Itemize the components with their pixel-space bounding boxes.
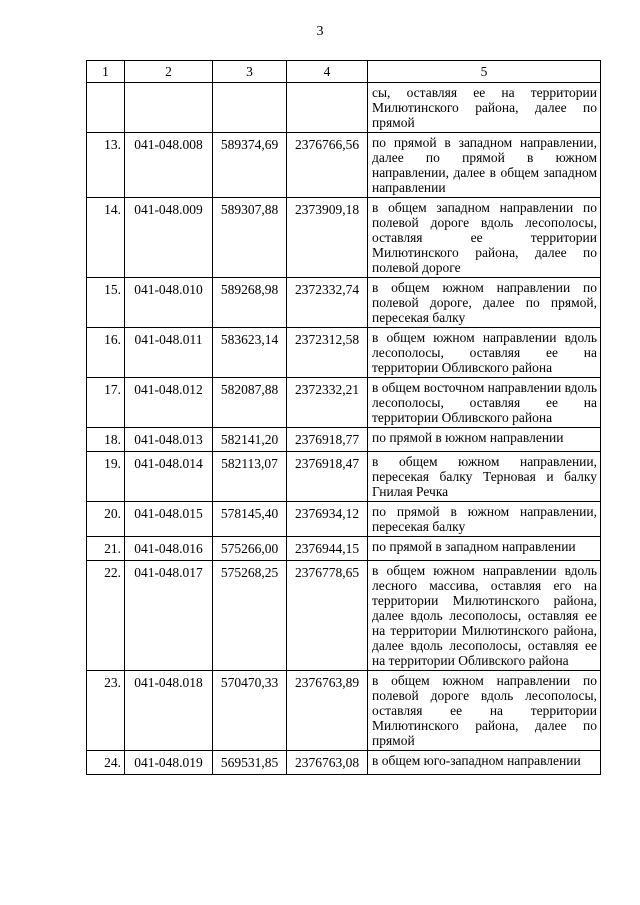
cell-y: [287, 83, 368, 133]
table-row: [87, 452, 601, 502]
cell-y: 2372312,58: [287, 328, 368, 378]
cell-x: 578145,40: [213, 502, 287, 537]
cell-description: в общем южном направлении вдоль лесополосы, оставляя ее на территории Обливского района: [368, 328, 601, 378]
cell-code: 041-048.011: [125, 328, 213, 378]
cell-description: в общем южном направлении вдоль лесного массива, оставляя его на территории Милютинского района, далее вдоль лесополосы, оставляя ее на территории Милютинского района, далее вдоль лесополосы, оставляя ее на территории Обливского района: [368, 561, 601, 671]
page-number: 3: [316, 24, 324, 39]
cell-num: 18.: [87, 428, 125, 452]
table-row: [87, 133, 601, 198]
cell-description: сы, оставляя ее на территории Милютинского района, далее по прямой: [368, 83, 601, 133]
cell-x: 583623,14: [213, 328, 287, 378]
cell-description: по прямой в западном направлении, далее по прямой в южном направлении, далее в общем западном направлении: [368, 133, 601, 198]
table-row: [87, 428, 601, 452]
header-cell: 3: [213, 61, 287, 83]
cell-num: 20.: [87, 502, 125, 537]
header-cell: 4: [287, 61, 368, 83]
cell-y: 2376763,89: [287, 671, 368, 751]
table-row: [87, 328, 601, 378]
table-row: [87, 751, 601, 775]
cell-description: в общем западном направлении по полевой дороге вдоль лесополосы, оставляя ее территории Милютинского района, далее по полевой дороге: [368, 198, 601, 278]
cell-code: 041-048.012: [125, 378, 213, 428]
header-cell: 5: [368, 61, 601, 83]
cell-code: 041-048.009: [125, 198, 213, 278]
table-row: [87, 537, 601, 561]
cell-num: 23.: [87, 671, 125, 751]
header-cell: 2: [125, 61, 213, 83]
table-row: [87, 671, 601, 751]
cell-num: 14.: [87, 198, 125, 278]
cell-code: 041-048.010: [125, 278, 213, 328]
cell-y: 2376918,47: [287, 452, 368, 502]
cell-description: по прямой в западном направлении: [368, 537, 601, 561]
table-row: [87, 278, 601, 328]
cell-num: 24.: [87, 751, 125, 775]
cell-description: в общем юго-западном направлении: [368, 751, 601, 775]
cell-x: 582113,07: [213, 452, 287, 502]
cell-description: в общем южном направлении, пересекая балку Терновая и балку Гнилая Речка: [368, 452, 601, 502]
cell-description: в общем восточном направлении вдоль лесополосы, оставляя ее на территории Обливского района: [368, 378, 601, 428]
cell-y: 2376763,08: [287, 751, 368, 775]
cell-x: 569531,85: [213, 751, 287, 775]
cell-y: 2376778,65: [287, 561, 368, 671]
table-row: [87, 378, 601, 428]
cell-code: [125, 83, 213, 133]
cell-code: 041-048.017: [125, 561, 213, 671]
boundary-points-table: [86, 60, 601, 775]
cell-num: 15.: [87, 278, 125, 328]
continuation-row: [87, 83, 601, 133]
cell-y: 2376944,15: [287, 537, 368, 561]
table-row: [87, 502, 601, 537]
table-row: [87, 561, 601, 671]
cell-code: 041-048.016: [125, 537, 213, 561]
cell-description: по прямой в южном направлении: [368, 428, 601, 452]
cell-x: 575268,25: [213, 561, 287, 671]
cell-num: 19.: [87, 452, 125, 502]
table-header-row: [87, 61, 601, 83]
cell-x: 589307,88: [213, 198, 287, 278]
cell-code: 041-048.019: [125, 751, 213, 775]
cell-code: 041-048.015: [125, 502, 213, 537]
cell-num: 22.: [87, 561, 125, 671]
cell-code: 041-048.013: [125, 428, 213, 452]
cell-description: в общем южном направлении по полевой дороге вдоль лесополосы, оставляя ее на территории Милютинского района, далее по прямой: [368, 671, 601, 751]
cell-num: 13.: [87, 133, 125, 198]
header-cell: 1: [87, 61, 125, 83]
cell-code: 041-048.014: [125, 452, 213, 502]
cell-y: 2376934,12: [287, 502, 368, 537]
cell-y: 2373909,18: [287, 198, 368, 278]
cell-y: 2376918,77: [287, 428, 368, 452]
cell-x: 582141,20: [213, 428, 287, 452]
cell-y: 2372332,74: [287, 278, 368, 328]
cell-x: 589268,98: [213, 278, 287, 328]
cell-code: 041-048.018: [125, 671, 213, 751]
cell-x: [213, 83, 287, 133]
cell-num: 16.: [87, 328, 125, 378]
cell-x: 589374,69: [213, 133, 287, 198]
cell-num: 17.: [87, 378, 125, 428]
cell-description: в общем южном направлении по полевой дороге, далее по прямой, пересекая балку: [368, 278, 601, 328]
cell-x: 582087,88: [213, 378, 287, 428]
cell-y: 2376766,56: [287, 133, 368, 198]
table-row: [87, 198, 601, 278]
cell-description: по прямой в южном направлении, пересекая балку: [368, 502, 601, 537]
cell-num: [87, 83, 125, 133]
cell-x: 575266,00: [213, 537, 287, 561]
cell-code: 041-048.008: [125, 133, 213, 198]
cell-x: 570470,33: [213, 671, 287, 751]
cell-y: 2372332,21: [287, 378, 368, 428]
cell-num: 21.: [87, 537, 125, 561]
